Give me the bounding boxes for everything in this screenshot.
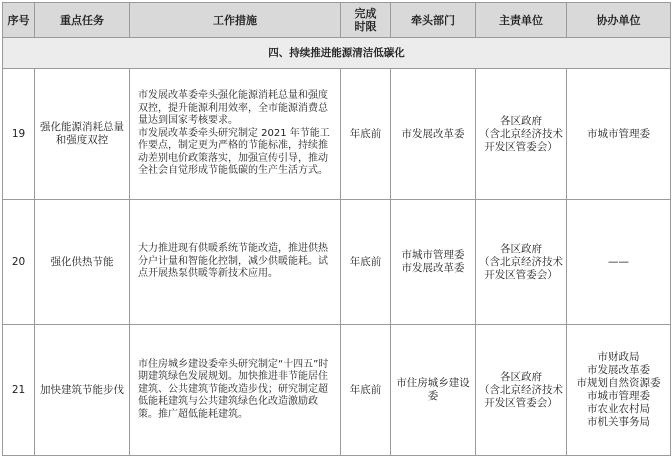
- row-seq: 19: [3, 69, 35, 200]
- header-deadline: 完成 时限: [341, 3, 391, 38]
- header-owner: 主责单位: [476, 3, 567, 38]
- row-owner: 各区政府 （含北京经济技术开发区管委会）: [476, 200, 567, 325]
- table-row: [3, 69, 671, 200]
- header-lead: 牵头部门: [391, 3, 476, 38]
- row-assist: 市城市管理委: [567, 69, 671, 200]
- row-deadline: 年底前: [341, 325, 391, 456]
- row-owner: 各区政府 （含北京经济技术开发区管委会）: [476, 69, 567, 200]
- row-owner: 各区政府 （含北京经济技术开发区管委会）: [476, 325, 567, 456]
- row-task: 加快建筑节能步伐: [35, 325, 130, 456]
- header-row: [3, 3, 671, 38]
- row-seq: 21: [3, 325, 35, 456]
- header-task: 重点任务: [35, 3, 130, 38]
- table-row: [3, 325, 671, 456]
- row-task: 强化能源消耗总量和强度双控: [35, 69, 130, 200]
- header-seq: 序号: [3, 3, 35, 38]
- table-row: [3, 200, 671, 325]
- row-deadline: 年底前: [341, 200, 391, 325]
- row-seq: 20: [3, 200, 35, 325]
- row-assist: 市财政局 市发展改革委 市规划自然资源委 市城市管理委 市农业农村局 市机关事务局: [567, 325, 671, 456]
- section-row: [3, 38, 671, 69]
- row-lead: 市住房城乡建设委: [391, 325, 476, 456]
- header-assist: 协办单位: [567, 3, 671, 38]
- row-deadline: 年底前: [341, 69, 391, 200]
- header-measure: 工作措施: [130, 3, 341, 38]
- row-task: 强化供热节能: [35, 200, 130, 325]
- task-table: [2, 2, 671, 456]
- row-measure: 市发展改革委牵头强化能源消耗总量和强度双控，提升能源利用效率，全市能源消费总量达到国家考核要求。 市发展改革委牵头研究制定 2021 年节能工作要点，制定更为严格的节能标准，持续推动差别电价政策落实，加强宣传引导，推动全社会自觉形成节能低碳的生产生活方式。: [130, 69, 341, 200]
- section-title: 四、持续推进能源清洁低碳化: [3, 38, 671, 69]
- row-measure: 大力推进现有供暖系统节能改造，推进供热分户计量和智能化控制，减少供暖能耗。试点开展热泵供暖等新技术应用。: [130, 200, 341, 325]
- row-measure: 市住房城乡建设委牵头研究制定“十四五”时期建筑绿色发展规划。加快推进非节能居住建筑、公共建筑节能改造步伐；研究制定超低能耗建筑与公共建筑绿色化改造激励政策。推广超低能耗建筑。: [130, 325, 341, 456]
- row-assist: ——: [567, 200, 671, 325]
- row-lead: 市发展改革委: [391, 69, 476, 200]
- row-lead: 市城市管理委 市发展改革委: [391, 200, 476, 325]
